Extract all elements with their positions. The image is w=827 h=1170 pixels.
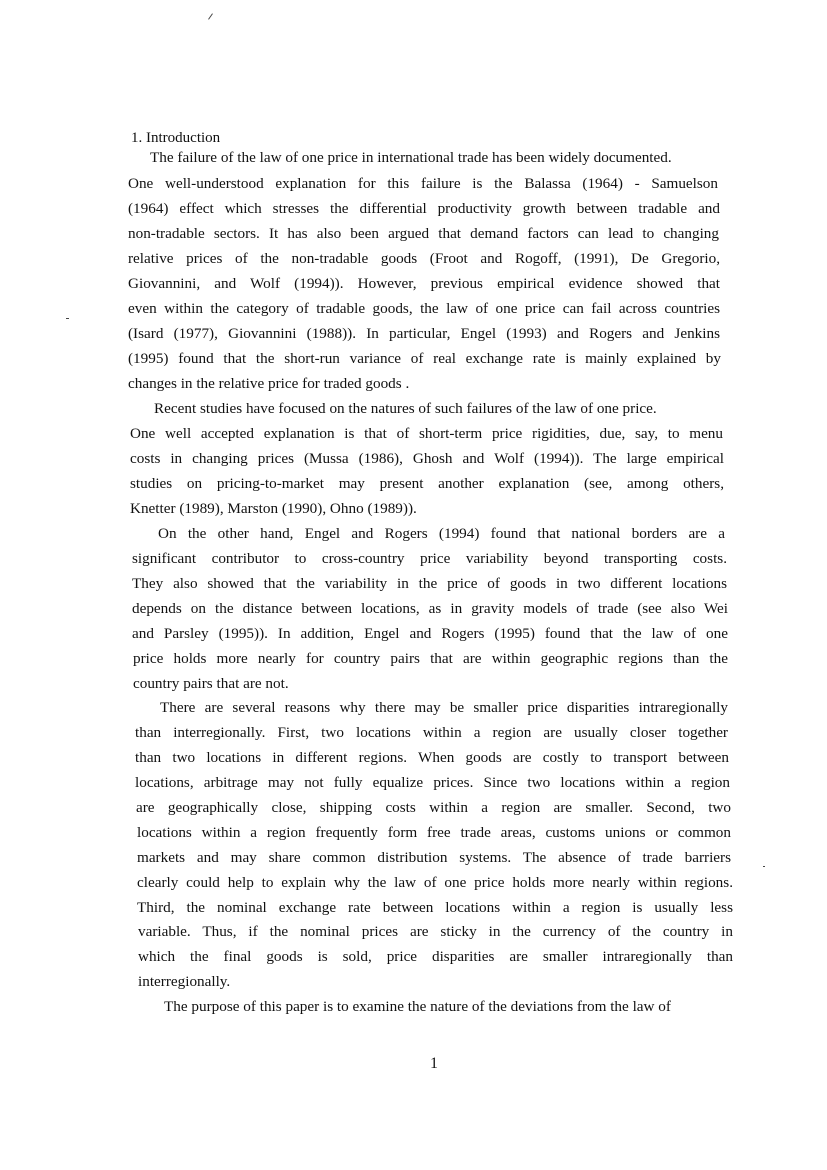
text-line: than interregionally. First, two locations within a region are usually closer together <box>135 724 728 741</box>
text-line: One well accepted explanation is that of short-term price rigidities, due, say, to menu <box>130 425 723 442</box>
text-line: price holds more nearly for country pairs that are within geographic regions than the <box>133 650 728 667</box>
text-line: The failure of the law of one price in international trade has been widely documented. <box>150 149 672 166</box>
text-line: They also showed that the variability in the price of goods in two different locations <box>132 575 727 592</box>
text-line: (1995) found that the short-run variance of real exchange rate is mainly explained by <box>128 350 721 367</box>
text-line: variable. Thus, if the nominal prices are sticky in the currency of the country in <box>138 923 733 940</box>
text-line: (1964) effect which stresses the differential productivity growth between tradable and <box>128 200 720 217</box>
text-line: relative prices of the non-tradable goods (Froot and Rogoff, (1991), De Gregorio, <box>128 250 720 267</box>
text-line: country pairs that are not. <box>133 675 289 692</box>
text-line: locations within a region frequently form free trade areas, customs unions or common <box>137 824 731 841</box>
text-line: even within the category of tradable goods, the law of one price can fail across countries <box>128 300 720 317</box>
text-line: non-tradable sectors. It has also been argued that demand factors can lead to changing <box>128 225 719 242</box>
text-line: One well-understood explanation for this failure is the Balassa (1964) - Samuelson <box>128 175 718 192</box>
text-line: Third, the nominal exchange rate between locations within a region is usually less <box>137 899 733 916</box>
text-line: are geographically close, shipping costs within a region are smaller. Second, two <box>136 799 731 816</box>
text-line: changes in the relative price for traded goods . <box>128 375 410 392</box>
text-line: locations, arbitrage may not fully equalize prices. Since two locations within a region <box>135 774 730 791</box>
section-heading: 1. Introduction <box>131 130 221 146</box>
text-line: markets and may share common distribution systems. The absence of trade barriers <box>137 849 731 866</box>
text-line: than two locations in different regions. When goods are costly to transport between <box>135 749 729 766</box>
text-line: and Parsley (1995)). In addition, Engel and Rogers (1995) found that the law of one <box>132 625 728 642</box>
text-line: The purpose of this paper is to examine the nature of the deviations from the law of <box>164 998 671 1015</box>
text-line: Knetter (1989), Marston (1990), Ohno (1989)). <box>130 500 417 517</box>
scan-mark <box>66 318 69 319</box>
text-line: studies on pricing-to-market may present another explanation (see, among others, <box>130 475 724 492</box>
text-line: There are several reasons why there may be smaller price disparities intraregionally <box>160 699 728 716</box>
scan-mark <box>208 13 213 19</box>
text-line: clearly could help to explain why the law of one price holds more nearly within regions. <box>137 874 733 891</box>
text-line: costs in changing prices (Mussa (1986), Ghosh and Wolf (1994)). The large empirical <box>130 450 724 467</box>
text-line: which the final goods is sold, price disparities are smaller intraregionally than <box>138 948 733 965</box>
text-line: On the other hand, Engel and Rogers (1994) found that national borders are a <box>158 525 725 542</box>
text-line: interregionally. <box>138 973 231 990</box>
text-line: depends on the distance between locations, as in gravity models of trade (see also Wei <box>132 600 728 617</box>
text-line: Giovannini, and Wolf (1994)). However, previous empirical evidence showed that <box>128 275 720 292</box>
scan-mark <box>763 866 765 867</box>
page-number: 1 <box>430 1055 438 1072</box>
text-line: (Isard (1977), Giovannini (1988)). In particular, Engel (1993) and Rogers and Jenkins <box>128 325 720 342</box>
text-line: significant contributor to cross-country price variability beyond transporting costs. <box>132 550 727 567</box>
text-line: Recent studies have focused on the natures of such failures of the law of one price. <box>154 400 657 417</box>
